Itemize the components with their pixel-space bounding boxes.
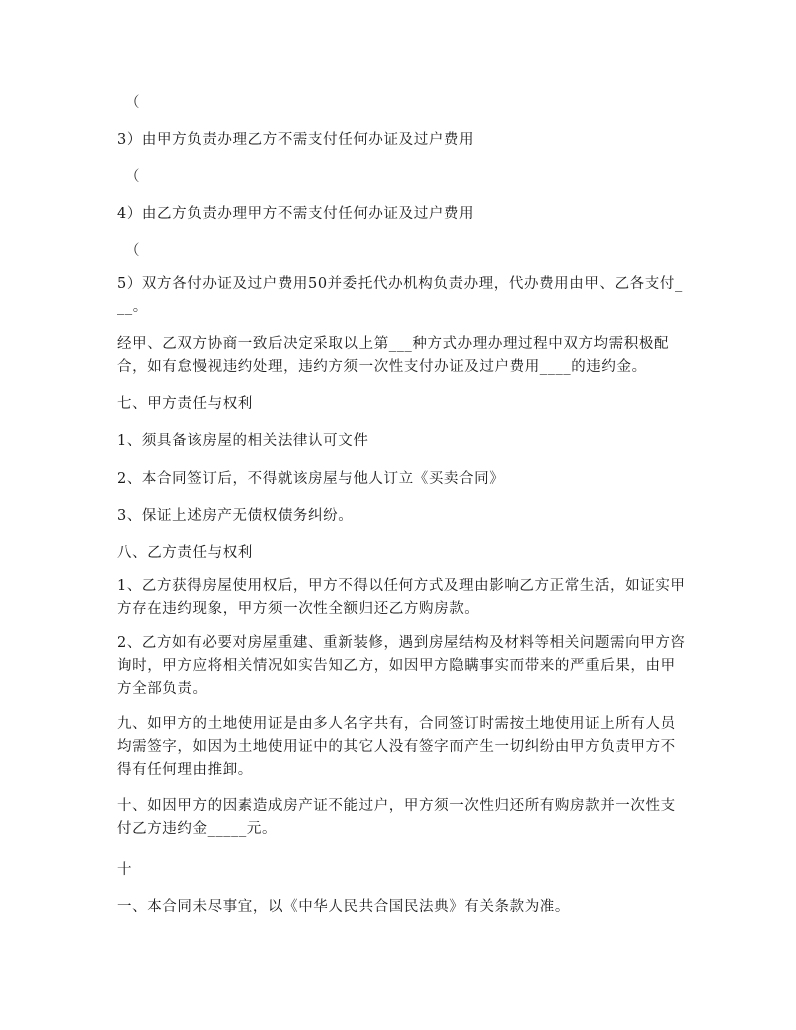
section-heading-party-b: 八、乙方责任与权利 (117, 545, 253, 561)
party-a-item-2: 2、本合同签订后，不得就该房屋与他人订立《买卖合同》 (117, 471, 505, 487)
section-nine: 九、如甲方的土地使用证是由多人名字共有，合同签订时需按土地使用证上所有人员均需签字，如因为土地使用证中的其它人没有签字而产生一切纠纷由甲方负责甲方不得有任何理由推卸。 (117, 716, 676, 778)
paragraph-option-3: 3）由甲方负责办理乙方不需支付任何办证及过户费用 (117, 132, 475, 148)
section-ten: 十、如因甲方的因素造成房产证不能过户，甲方须一次性归还所有购房款并一次性支付乙方违约金_____元。 (117, 798, 676, 837)
section-eleven-fragment: 十 (117, 862, 133, 878)
party-a-item-3: 3、保证上述房产无债权债务纠纷。 (117, 508, 354, 524)
section-heading-party-a: 七、甲方责任与权利 (117, 396, 253, 412)
paragraph-paren-3: （ (125, 243, 141, 259)
party-b-item-2: 2、乙方如有必要对房屋重建、重新装修，遇到房屋结构及材料等相关问题需向甲方咨询时，甲方应将相关情况如实告知乙方，如因甲方隐瞒事实而带来的严重后果，由甲方全部负责。 (117, 635, 686, 697)
party-a-item-1: 1、须具备该房屋的相关法律认可文件 (117, 433, 369, 449)
paragraph-paren-1: （ (125, 95, 141, 111)
section-eleven-item-1: 一、本合同未尽事宜，以《中华人民共合国民法典》有关条款为准。 (117, 899, 570, 915)
paragraph-agreement: 经甲、乙双方协商一致后决定采取以上第___种方式办理办理过程中双方均需积极配合，如有怠慢视违约处理，违约方须一次性支付办证及过户费用____的违约金。 (117, 336, 670, 375)
party-b-item-1: 1、乙方获得房屋使用权后，甲方不得以任何方式及理由影响乙方正常生活，如证实甲方存在违约现象，甲方须一次性全额归还乙方购房款。 (117, 578, 686, 617)
paragraph-option-5: 5）双方各付办证及过户费用50并委托代办机构负责办理，代办费用由甲、乙各支付___。 (117, 276, 683, 315)
paragraph-option-4: 4）由乙方负责办理甲方不需支付任何办证及过户费用 (117, 206, 475, 222)
paragraph-paren-2: （ (125, 169, 141, 185)
